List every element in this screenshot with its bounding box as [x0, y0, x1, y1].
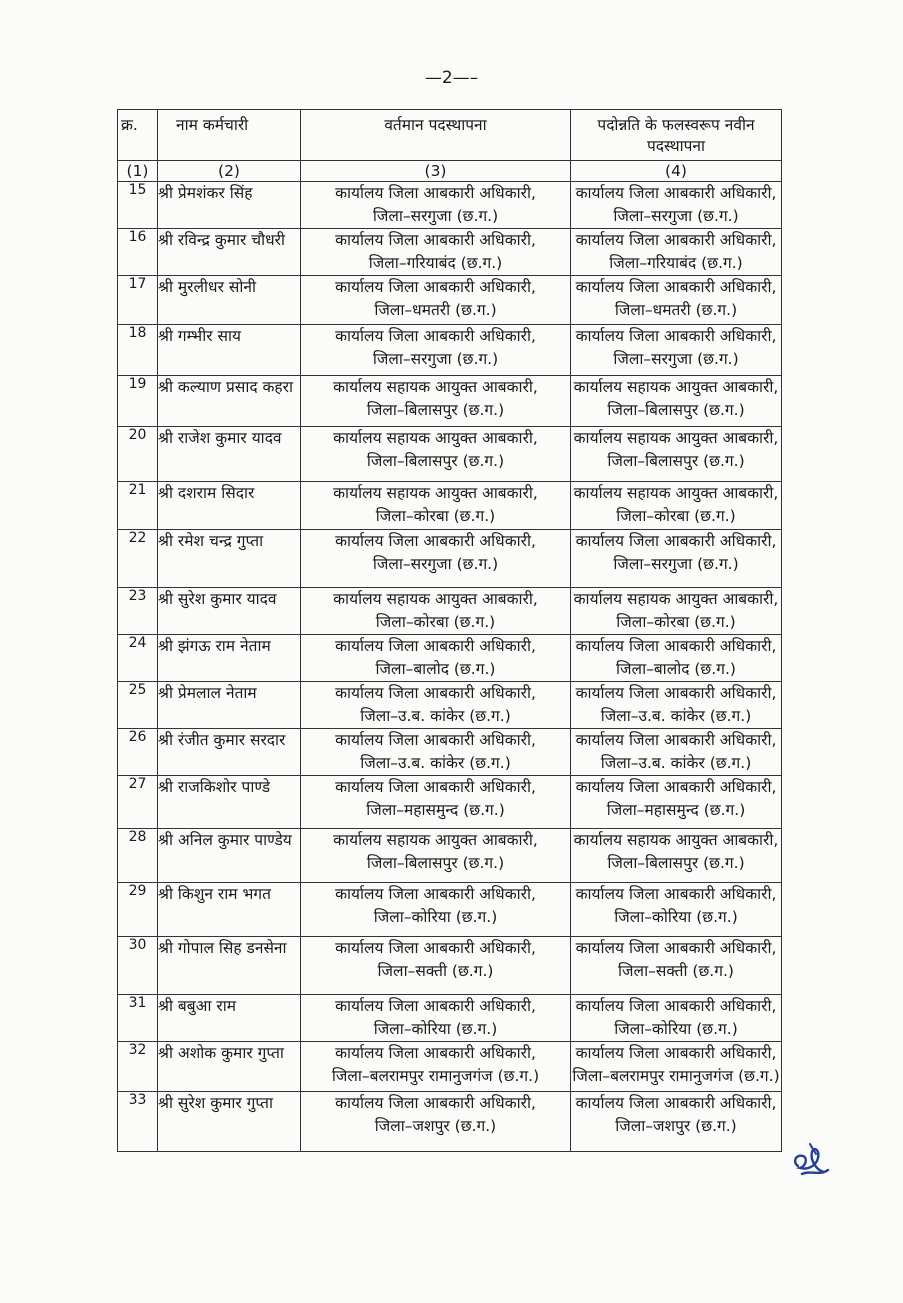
current-office: कार्यालय सहायक आयुक्त आबकारी, — [333, 484, 538, 502]
column-number-2: (2) — [158, 161, 301, 182]
current-district: जिला–धमतरी (छ.ग.) — [374, 301, 497, 319]
new-posting — [571, 995, 782, 1042]
current-posting — [301, 482, 571, 530]
current-posting — [301, 276, 571, 325]
serial-number: 29 — [118, 883, 158, 937]
table-row — [118, 635, 782, 682]
new-posting — [571, 530, 782, 588]
new-district: जिला–कोरबा (छ.ग.) — [616, 507, 736, 525]
employee-name: श्री दशराम सिदार — [158, 482, 301, 530]
new-office: कार्यालय सहायक आयुक्त आबकारी, — [573, 429, 779, 447]
current-office: कार्यालय जिला आबकारी अधिकारी, — [335, 997, 536, 1015]
new-district: जिला–गरियाबंद (छ.ग.) — [609, 254, 743, 272]
column-number-row — [118, 161, 782, 182]
new-district: जिला–धमतरी (छ.ग.) — [614, 301, 738, 319]
new-district: जिला–बिलासपुर (छ.ग.) — [607, 401, 745, 419]
new-office: कार्यालय जिला आबकारी अधिकारी, — [575, 1044, 777, 1062]
new-district: जिला–कोरिया (छ.ग.) — [614, 1020, 738, 1038]
table-row — [118, 530, 782, 588]
new-office: कार्यालय सहायक आयुक्त आबकारी, — [573, 831, 779, 849]
current-district: जिला–उ.ब. कांकेर (छ.ग.) — [360, 754, 511, 772]
new-district: जिला–बिलासपुर (छ.ग.) — [607, 452, 745, 470]
current-district: जिला–बालोद (छ.ग.) — [375, 660, 496, 678]
new-office: कार्यालय जिला आबकारी अधिकारी, — [575, 684, 777, 702]
current-posting — [301, 883, 571, 937]
table-row — [118, 1042, 782, 1092]
current-office: कार्यालय जिला आबकारी अधिकारी, — [335, 278, 536, 296]
current-posting — [301, 682, 571, 729]
new-posting — [571, 325, 782, 376]
table-row — [118, 588, 782, 635]
current-posting — [301, 1042, 571, 1092]
table-row — [118, 776, 782, 829]
current-posting — [301, 776, 571, 829]
current-office: कार्यालय जिला आबकारी अधिकारी, — [335, 1094, 536, 1112]
serial-number: 17 — [118, 276, 158, 325]
current-posting — [301, 588, 571, 635]
current-posting — [301, 937, 571, 995]
current-office: कार्यालय जिला आबकारी अधिकारी, — [335, 327, 536, 345]
new-district: जिला–बलरामपुर रामानुजगंज (छ.ग.) — [572, 1067, 780, 1085]
employee-name: श्री सुरेश कुमार यादव — [158, 588, 301, 635]
employee-name: श्री बबुआ राम — [158, 995, 301, 1042]
current-office: कार्यालय सहायक आयुक्त आबकारी, — [333, 378, 538, 396]
serial-number: 32 — [118, 1042, 158, 1092]
table-header-row — [118, 110, 782, 161]
current-posting — [301, 829, 571, 883]
current-office: कार्यालय जिला आबकारी अधिकारी, — [335, 778, 536, 796]
table-row — [118, 229, 782, 276]
new-district: जिला–सरगुजा (छ.ग.) — [613, 207, 739, 225]
current-district: जिला–कोरबा (छ.ग.) — [375, 613, 496, 631]
new-posting — [571, 682, 782, 729]
current-district: जिला–सरगुजा (छ.ग.) — [372, 555, 499, 573]
new-office: कार्यालय जिला आबकारी अधिकारी, — [575, 184, 777, 202]
employee-name: श्री गम्भीर साय — [158, 325, 301, 376]
serial-number: 15 — [118, 182, 158, 229]
current-office: कार्यालय जिला आबकारी अधिकारी, — [335, 885, 536, 903]
current-district: जिला–बिलासपुर (छ.ग.) — [366, 401, 505, 419]
new-office: कार्यालय सहायक आयुक्त आबकारी, — [573, 484, 779, 502]
new-office: कार्यालय जिला आबकारी अधिकारी, — [575, 939, 777, 957]
column-number-1: (1) — [118, 161, 158, 182]
table-row — [118, 427, 782, 482]
employee-name: श्री प्रेमशंकर सिंह — [158, 182, 301, 229]
new-posting — [571, 829, 782, 883]
serial-number: 25 — [118, 682, 158, 729]
new-posting — [571, 729, 782, 776]
table-row — [118, 276, 782, 325]
employee-name: श्री अशोक कुमार गुप्ता — [158, 1042, 301, 1092]
header-employee-name: नाम कर्मचारी — [158, 110, 301, 161]
employee-name: श्री मुरलीधर सोनी — [158, 276, 301, 325]
current-district: जिला–बिलासपुर (छ.ग.) — [366, 452, 505, 470]
current-district: जिला–बिलासपुर (छ.ग.) — [366, 854, 505, 872]
new-district: जिला–उ.ब. कांकेर (छ.ग.) — [600, 754, 752, 772]
new-district: जिला–बिलासपुर (छ.ग.) — [607, 854, 745, 872]
column-number-4: (4) — [571, 161, 782, 182]
new-office: कार्यालय जिला आबकारी अधिकारी, — [575, 532, 777, 550]
table-row — [118, 729, 782, 776]
employee-name: श्री राजेश कुमार यादव — [158, 427, 301, 482]
current-district: जिला–महासमुन्द (छ.ग.) — [366, 801, 505, 819]
table-row — [118, 1092, 782, 1152]
new-district: जिला–महासमुन्द (छ.ग.) — [606, 801, 746, 819]
current-office: कार्यालय सहायक आयुक्त आबकारी, — [333, 590, 538, 608]
new-posting — [571, 1042, 782, 1092]
table-row — [118, 376, 782, 427]
employee-name: श्री राजकिशोर पाण्डे — [158, 776, 301, 829]
current-office: कार्यालय जिला आबकारी अधिकारी, — [335, 1044, 536, 1062]
employee-name: श्री रंजीत कुमार सरदार — [158, 729, 301, 776]
current-posting — [301, 376, 571, 427]
new-posting — [571, 229, 782, 276]
current-posting — [301, 229, 571, 276]
new-office: कार्यालय जिला आबकारी अधिकारी, — [575, 231, 777, 249]
current-posting — [301, 427, 571, 482]
current-posting — [301, 1092, 571, 1152]
serial-number: 30 — [118, 937, 158, 995]
new-district: जिला–सरगुजा (छ.ग.) — [613, 555, 739, 573]
current-posting — [301, 995, 571, 1042]
new-posting — [571, 937, 782, 995]
new-posting — [571, 182, 782, 229]
serial-number: 18 — [118, 325, 158, 376]
employee-name: श्री रविन्द्र कुमार चौधरी — [158, 229, 301, 276]
new-district: जिला–सक्ती (छ.ग.) — [618, 962, 734, 980]
table-row — [118, 482, 782, 530]
current-office: कार्यालय जिला आबकारी अधिकारी, — [335, 532, 536, 550]
header-new-posting: पदोन्नति के फलस्वरूप नवीन पदस्थापना — [571, 110, 782, 161]
current-office: कार्यालय जिला आबकारी अधिकारी, — [335, 684, 536, 702]
employee-name: श्री सुरेश कुमार गुप्ता — [158, 1092, 301, 1152]
new-posting — [571, 427, 782, 482]
current-posting — [301, 729, 571, 776]
employee-name: श्री रमेश चन्द्र गुप्ता — [158, 530, 301, 588]
current-office: कार्यालय सहायक आयुक्त आबकारी, — [333, 429, 538, 447]
current-office: कार्यालय जिला आबकारी अधिकारी, — [335, 939, 536, 957]
current-district: जिला–गरियाबंद (छ.ग.) — [368, 254, 503, 272]
table-row — [118, 325, 782, 376]
new-posting — [571, 588, 782, 635]
new-posting — [571, 276, 782, 325]
current-posting — [301, 635, 571, 682]
current-office: कार्यालय जिला आबकारी अधिकारी, — [335, 184, 536, 202]
table-row — [118, 829, 782, 883]
table-row — [118, 182, 782, 229]
new-office: कार्यालय जिला आबकारी अधिकारी, — [575, 778, 777, 796]
current-office: कार्यालय जिला आबकारी अधिकारी, — [335, 231, 536, 249]
table-row — [118, 937, 782, 995]
serial-number: 24 — [118, 635, 158, 682]
new-office: कार्यालय जिला आबकारी अधिकारी, — [575, 885, 777, 903]
current-district: जिला–सरगुजा (छ.ग.) — [372, 350, 499, 368]
serial-number: 22 — [118, 530, 158, 588]
table-body — [118, 182, 782, 1152]
current-district: जिला–बलरामपुर रामानुजगंज (छ.ग.) — [331, 1067, 540, 1085]
new-posting — [571, 1092, 782, 1152]
serial-number: 21 — [118, 482, 158, 530]
serial-number: 27 — [118, 776, 158, 829]
current-district: जिला–कोरिया (छ.ग.) — [373, 908, 498, 926]
header-current-posting: वर्तमान पदस्थापना — [301, 110, 571, 161]
promotion-posting-table — [117, 109, 782, 1152]
current-district: जिला–सरगुजा (छ.ग.) — [372, 207, 499, 225]
new-posting — [571, 482, 782, 530]
new-office: कार्यालय जिला आबकारी अधिकारी, — [575, 637, 777, 655]
new-posting — [571, 883, 782, 937]
current-district: जिला–उ.ब. कांकेर (छ.ग.) — [360, 707, 511, 725]
serial-number: 16 — [118, 229, 158, 276]
table-row — [118, 682, 782, 729]
current-district: जिला–कोरिया (छ.ग.) — [373, 1020, 498, 1038]
new-office: कार्यालय जिला आबकारी अधिकारी, — [575, 731, 777, 749]
page-number: —2—– — [424, 68, 479, 88]
current-district: जिला–कोरबा (छ.ग.) — [375, 507, 496, 525]
employee-name: श्री अनिल कुमार पाण्डेय — [158, 829, 301, 883]
new-posting — [571, 776, 782, 829]
employee-name: श्री किशुन राम भगत — [158, 883, 301, 937]
new-office: कार्यालय जिला आबकारी अधिकारी, — [575, 1094, 777, 1112]
serial-number: 20 — [118, 427, 158, 482]
employee-name: श्री गोपाल सिह डनसेना — [158, 937, 301, 995]
serial-number: 28 — [118, 829, 158, 883]
new-district: जिला–सरगुजा (छ.ग.) — [613, 350, 739, 368]
current-office: कार्यालय जिला आबकारी अधिकारी, — [335, 731, 536, 749]
new-posting — [571, 376, 782, 427]
serial-number: 19 — [118, 376, 158, 427]
new-district: जिला–उ.ब. कांकेर (छ.ग.) — [600, 707, 752, 725]
new-district: जिला–कोरबा (छ.ग.) — [616, 613, 736, 631]
new-district: जिला–जशपुर (छ.ग.) — [615, 1117, 737, 1135]
new-posting — [571, 635, 782, 682]
serial-number: 26 — [118, 729, 158, 776]
table-row — [118, 995, 782, 1042]
serial-number: 23 — [118, 588, 158, 635]
current-posting — [301, 530, 571, 588]
signature-icon — [788, 1136, 834, 1182]
current-posting — [301, 325, 571, 376]
current-office: कार्यालय सहायक आयुक्त आबकारी, — [333, 831, 538, 849]
serial-number: 31 — [118, 995, 158, 1042]
current-district: जिला–सक्ती (छ.ग.) — [377, 962, 494, 980]
new-office: कार्यालय जिला आबकारी अधिकारी, — [575, 327, 777, 345]
serial-number: 33 — [118, 1092, 158, 1152]
new-office: कार्यालय सहायक आयुक्त आबकारी, — [573, 378, 779, 396]
current-district: जिला–जशपुर (छ.ग.) — [374, 1117, 497, 1135]
new-district: जिला–बालोद (छ.ग.) — [616, 660, 736, 678]
current-posting — [301, 182, 571, 229]
new-office: कार्यालय जिला आबकारी अधिकारी, — [575, 278, 777, 296]
header-serial: क्र. — [118, 110, 158, 161]
employee-name: श्री कल्याण प्रसाद कहरा — [158, 376, 301, 427]
new-office: कार्यालय जिला आबकारी अधिकारी, — [575, 997, 777, 1015]
employee-name: श्री झंगऊ राम नेताम — [158, 635, 301, 682]
table-row — [118, 883, 782, 937]
new-district: जिला–कोरिया (छ.ग.) — [614, 908, 738, 926]
column-number-3: (3) — [301, 161, 571, 182]
current-office: कार्यालय जिला आबकारी अधिकारी, — [335, 637, 536, 655]
new-office: कार्यालय सहायक आयुक्त आबकारी, — [573, 590, 779, 608]
employee-name: श्री प्रेमलाल नेताम — [158, 682, 301, 729]
